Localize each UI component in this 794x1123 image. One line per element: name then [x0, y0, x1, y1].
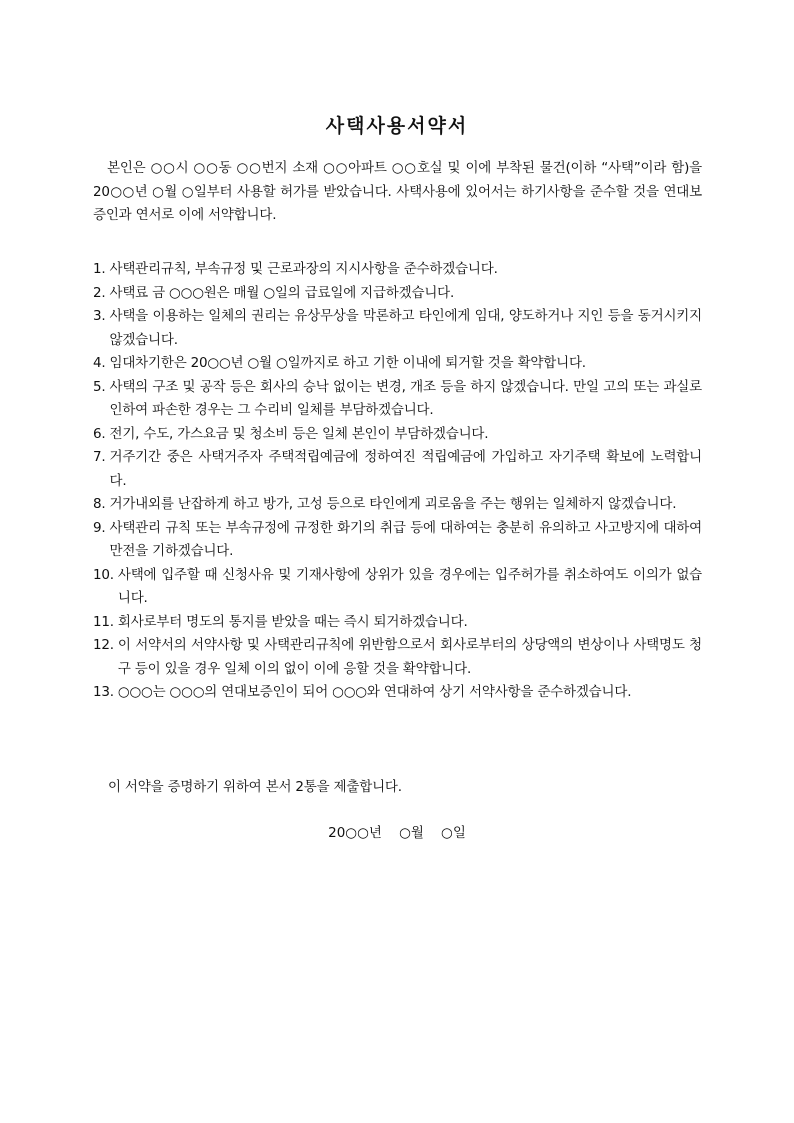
list-item: [93, 376, 702, 423]
list-item: [93, 258, 702, 282]
document-title: 사택사용서약서: [325, 115, 469, 137]
list-item: [93, 634, 702, 681]
item-text: 회사로부터 명도의 통지를 받았을 때는 즉시 퇴거하겠습니다.: [117, 613, 468, 630]
list-item: [93, 352, 702, 376]
item-number: 10.: [93, 566, 114, 583]
item-number: 6.: [93, 425, 106, 442]
item-text: 사택을 이용하는 일체의 권리는 유상무상을 막론하고 타인에게 임대, 양도하거나 지인 등을 동거시키지 않겠습니다.: [109, 308, 702, 348]
item-number: 1.: [93, 261, 106, 277]
list-item: [93, 681, 702, 705]
item-text: 사택관리규칙, 부속규정 및 근로과장의 지시사항을 준수하겠습니다.: [109, 261, 498, 277]
date-line: 20○○년 ○월 ○일: [328, 825, 466, 841]
item-text: 임대차기한은 20○○년 ○월 ○일까지로 하고 기한 이내에 퇴거할 것을 확약합니다.: [109, 355, 586, 371]
item-number: 4.: [93, 355, 106, 371]
list-item: [93, 305, 702, 352]
item-text: ○○○는 ○○○의 연대보증인이 되어 ○○○와 연대하여 상기 서약사항을 준수하겠습니다.: [117, 684, 632, 700]
item-number: 13.: [93, 684, 114, 700]
list-item: [93, 564, 702, 611]
item-number: 2.: [93, 284, 106, 301]
item-text: 전기, 수도, 가스요금 및 청소비 등은 일체 본인이 부담하겠습니다.: [109, 425, 489, 442]
list-item: [93, 423, 702, 447]
item-number: 3.: [93, 308, 106, 324]
item-number: 5.: [93, 378, 106, 395]
item-text: 거가내외를 난잡하게 하고 방가, 고성 등으로 타인에게 괴로움을 주는 행위는 일체하지 않겠습니다.: [109, 496, 677, 512]
list-item: [93, 517, 702, 564]
list-item: [93, 493, 702, 517]
item-number: 11.: [93, 613, 114, 630]
item-number: 8.: [93, 496, 106, 512]
intro-paragraph: 본인은 ○○시 ○○동 ○○번지 소재 ○○아파트 ○○호실 및 이에 부착된 물건(이하 “사택”이라 함)을 20○○년 ○월 ○일부터 사용할 허가를 받았습니다. 사택사용에 있어서는 하기사항을 준수할 것을 연대보증인과 연서로 이에 서약합니다.: [93, 160, 702, 223]
item-number: 12.: [93, 637, 114, 653]
item-text: 사택관리 규칙 또는 부속규정에 규정한 화기의 취급 등에 대하여는 충분히 유의하고 사고방지에 대하여 만전을 기하겠습니다.: [109, 519, 702, 559]
list-item: [93, 282, 702, 306]
item-text: 이 서약서의 서약사항 및 사택관리규칙에 위반함으로서 회사로부터의 상당액의 변상이나 사택명도 청구 등이 있을 경우 일체 이의 없이 이에 응할 것을 확약합니다.: [117, 637, 702, 677]
item-text: 거주기간 중은 사택거주자 주택적립예금에 정하여진 적립예금에 가입하고 자기주택 확보에 노력합니다.: [109, 449, 702, 489]
terms-list: [93, 258, 702, 705]
list-item: [93, 446, 702, 493]
list-item: [93, 611, 702, 635]
item-number: 7.: [93, 449, 106, 465]
item-text: 사택의 구조 및 공작 등은 회사의 승낙 없이는 변경, 개조 등을 하지 않겠습니다. 만일 고의 또는 과실로 인하여 파손한 경우는 그 수리비 일체를 부담하겠습니다.: [109, 378, 702, 418]
closing-statement: 이 서약을 증명하기 위하여 본서 2통을 제출합니다.: [108, 779, 402, 795]
item-text: 사택에 입주할 때 신청사유 및 기재사항에 상위가 있을 경우에는 입주허가를 취소하여도 이의가 없습니다.: [117, 566, 702, 606]
item-text: 사택료 금 ○○○원은 매월 ○일의 급료일에 지급하겠습니다.: [109, 284, 455, 301]
item-number: 9.: [93, 519, 106, 536]
